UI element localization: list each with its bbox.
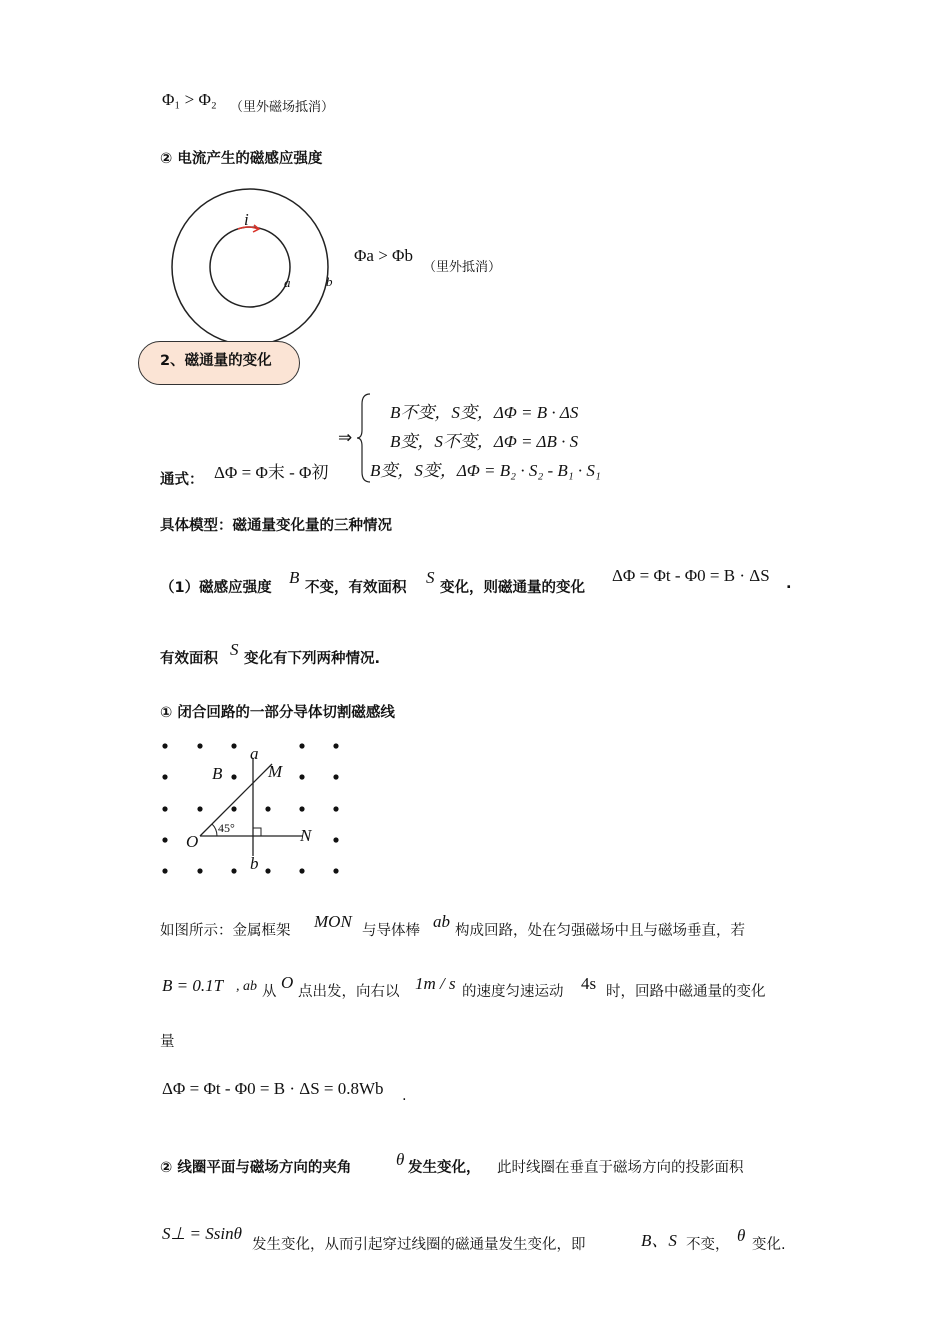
model-heading: 具体模型：磁通量变化量的三种情况 [160,518,392,534]
p5-speed: 1m / s [415,974,456,993]
p2-var-S: S [230,640,239,659]
flux-compare-1: Φ₁ > Φ₂ [162,90,217,109]
case-line-1: B不变，S变，ΔΦ = B · ΔS [390,403,579,422]
current-field-heading: ② 电流产生的磁感应强度 [160,151,323,167]
p5-text-d: 时，回路中磁通量的变化 [606,984,766,1000]
general-formula: ΔΦ = Φ末 - Φ初 [214,463,329,482]
fig-label-N: N [300,826,312,845]
p8-theta: θ [396,1150,405,1169]
cutting-heading: ① 闭合回路的一部分导体切割磁感线 [160,705,395,721]
case-line-2: B变，S不变，ΔΦ = ΔB · S [390,432,579,451]
flux-compare-ab: Φa > Φb [354,246,413,265]
fig-label-O: O [186,832,199,851]
p5-var-O: O [281,973,294,992]
p5-B-value: B = 0.1T [162,976,224,995]
fig-label-b: b [250,854,259,873]
p1-text-a: （1）磁感应强度 [160,580,272,596]
p1-var-B: B [289,568,300,587]
fig-label-M: M [268,762,283,781]
p5-time: 4s [581,974,597,993]
p9-text-a: 发生变化，从而引起穿过线圈的磁通量发生变化，即 [252,1237,586,1253]
current-label-i: i [244,210,249,229]
fig-label-B: B [212,764,223,783]
p4-var-ab: ab [433,912,450,931]
p9-BS: B、S [641,1231,677,1250]
p1-period: . [786,576,792,592]
p9-formula: S⊥ = Ssinθ [162,1224,242,1243]
flux-note-ab: （里外抵消） [423,260,502,275]
p8-text-b: 发生变化， [408,1160,481,1176]
fig-label-a: a [250,744,259,763]
concentric-loops-figure [160,185,350,345]
p9-text-b: 不变， [686,1237,730,1253]
section2-title: 2、磁通量的变化 [160,353,272,369]
p8-text-a: ② 线圈平面与磁场方向的夹角 [160,1160,352,1176]
p4-text-b: 与导体棒 [362,923,420,939]
p7-formula: ΔΦ = Φt - Φ0 = B · ΔS = 0.8Wb [162,1079,384,1098]
p8-text-c: 此时线圈在垂直于磁场方向的投影面积 [497,1160,744,1176]
p1-text-b: 不变，有效面积 [305,580,407,596]
p1-text-c: 变化，则磁通量的变化 [440,580,585,596]
fig-label-angle: 45° [218,821,235,835]
p5-text-a: 从 [262,984,277,1000]
p5-text-b: 点出发，向右以 [298,984,400,1000]
p9-theta: θ [737,1226,746,1245]
loop-label-a: a [284,275,291,290]
p4-text-a: 如图所示：金属框架 [160,923,291,939]
case-line-3: B变，S变，ΔΦ = B₂ · S₂ - B₁ · S₁ [370,461,601,480]
p4-text-c: 构成回路，处在匀强磁场中且与磁场垂直，若 [455,923,745,939]
p1-var-S: S [426,568,435,587]
implies-arrow: ⇒ [338,428,353,447]
p4-var-MON: MON [314,912,352,931]
p5-ab: , ab [236,979,257,994]
p2-text-b: 变化有下列两种情况. [244,651,381,667]
flux-note-1: （里外磁场抵消） [230,100,335,115]
p9-text-c: 变化. [752,1237,786,1253]
p1-formula: ΔΦ = Φt - Φ0 = B · ΔS [612,566,770,585]
general-label: 通式： [160,472,204,488]
p2-text-a: 有效面积 [160,651,218,667]
loop-label-b: b [326,274,333,289]
p5-text-c: 的速度匀速运动 [462,984,564,1000]
p6-text: 量 [160,1034,175,1050]
p7-period: . [402,1088,407,1104]
